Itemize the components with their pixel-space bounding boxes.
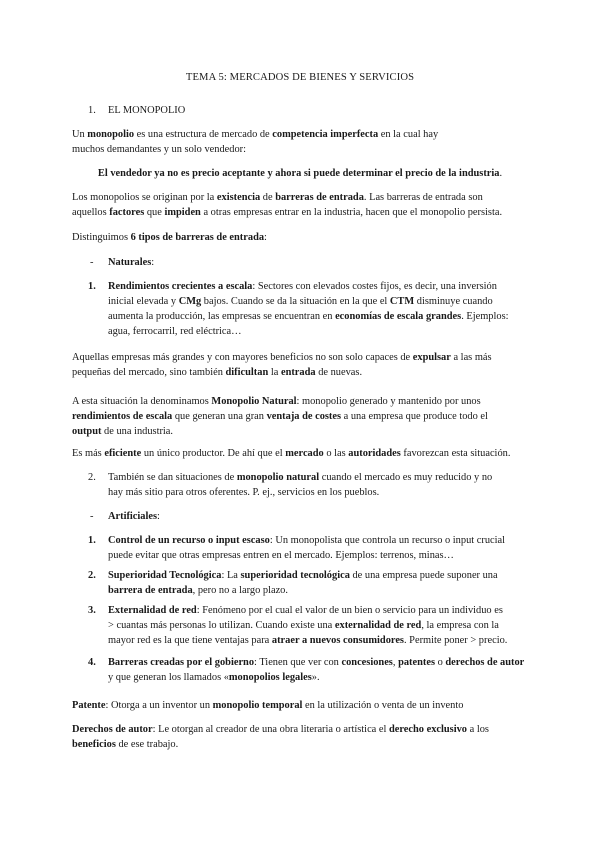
list-item: 2. Superioridad Tecnológica: La superioridad tecnológica de una empresa puede suponer una barrera de entrada, pero no a largo plazo.: [88, 570, 498, 596]
paragraph-efficiency: Es más eficiente un único productor. De ahí que el mercado o las autoridades favorezcan esta situación.: [72, 448, 511, 459]
highlighted-statement: El vendedor ya no es precio aceptante y ahora si puede determinar el precio de la industria.: [97, 168, 503, 179]
list-item: 3. Externalidad de red: Fenómeno por el cual el valor de un bien o servicio para un individuo es > cuantas más personas lo utilizan. Cuando existe una externalidad de red, la empresa con la mayor red es la que tiene ventajas para atraer a nuevos consumidores. Permite poner > precio.: [88, 605, 508, 646]
document-title: TEMA 5: MERCADOS DE BIENES Y SERVICIOS: [185, 72, 415, 83]
section-title: EL MONOPOLIO: [108, 105, 186, 116]
definition-patente: Patente: Otorga a un inventor un monopolio temporal en la utilización o venta de un invento: [72, 700, 464, 711]
paragraph-definition: Un monopolio es una estructura de mercado de competencia imperfecta en la cual hay muchos demandantes y un solo vendedor:: [72, 129, 439, 155]
definition-derechos-autor: Derechos de autor: Le otorgan al creador de una obra literaria o artística el derecho exclusivo a los beneficios de ese trabajo.: [72, 724, 489, 750]
paragraph-large-firms: Aquellas empresas más grandes y con mayores beneficios no son solo capaces de expulsar a las más pequeñas del mercado, sino también dificultan la entrada de nuevas.: [72, 352, 492, 378]
list-item: 4. Barreras creadas por el gobierno: Tienen que ver con concesiones, patentes o derechos de autor y que generan los llamados «monopolios legales».: [88, 657, 525, 683]
paragraph-types: Distinguimos 6 tipos de barreras de entrada:: [72, 232, 267, 243]
list-item: 1. Rendimientos crecientes a escala: Sectores con elevados costes fijos, es decir, una inversión inicial elevada y CMg bajos. Cuando se da la situación en la que el CTM disminuye cuando aumenta la producción, las empresas se encuentran en economías de escala grandes. Ejemplos: agua, ferrocarril, red eléctrica…: [88, 281, 509, 337]
paragraph-natural-monopoly: A esta situación la denominamos Monopolio Natural: monopolio generado y mantenido por unos rendimientos de escala que generan una gran ventaja de costes a una empresa que produce todo el output de una industria.: [72, 396, 488, 437]
section-number: 1.: [88, 105, 96, 116]
list-item: 1. Control de un recurso o input escaso: Un monopolista que controla un recurso o input crucial puede evitar que otras empresas entren en el mercado. Ejemplos: terrenos, minas…: [88, 535, 506, 561]
list-item: 2. También se dan situaciones de monopolio natural cuando el mercado es muy reducido y no hay más sitio para otros oferentes. P. ej., servicios en los pueblos.: [88, 472, 493, 498]
paragraph-origin: Los monopolios se originan por la existencia de barreras de entrada. Las barreras de entrada son aquellos factores que impiden a otras empresas entrar en la industria, hacen que el monopolio persista.: [72, 192, 503, 218]
